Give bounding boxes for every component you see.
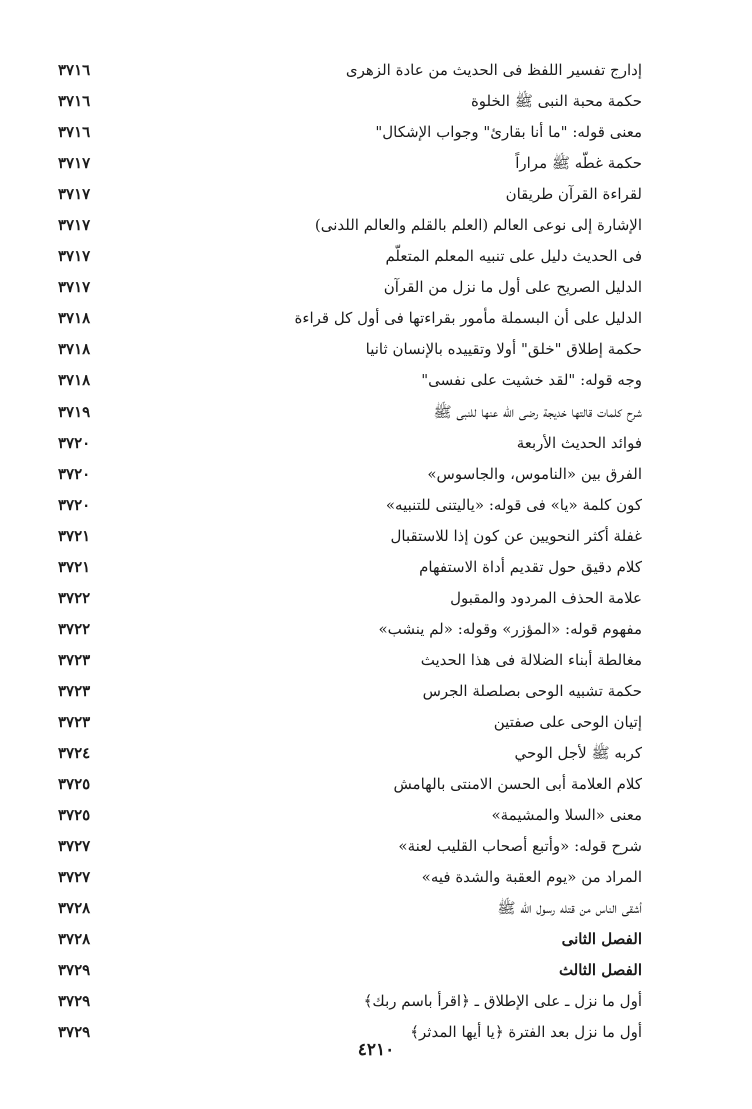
entry-page-number: ٣٧٢٣ — [58, 681, 91, 700]
toc-entry — [0, 87, 752, 118]
entry-page-number: ٣٧٢١ — [58, 557, 91, 576]
entry-page-number: ٣٧١٦ — [58, 92, 91, 111]
entry-page-number: ٣٧١٩ — [58, 402, 91, 421]
entry-title: مغالطة أبناء الضلالة فى هذا الحديث — [420, 650, 642, 669]
entry-title: الفصل الثالث — [558, 961, 642, 980]
toc-entry — [0, 180, 752, 211]
toc-entry — [0, 646, 752, 677]
entry-page-number: ٣٧٢٣ — [58, 650, 91, 669]
entry-page-number: ٣٧١٦ — [58, 123, 91, 142]
entry-page-number: ٣٧٢٠ — [58, 495, 91, 514]
entry-title: إتيان الوحى على صفتين — [493, 712, 642, 731]
entry-page-number: ٣٧١٧ — [58, 278, 91, 297]
toc-entry — [0, 211, 752, 242]
entry-page-number: ٣٧٢٩ — [58, 992, 91, 1011]
toc-entry — [0, 894, 752, 925]
toc-entry — [0, 398, 752, 429]
toc-entry — [0, 708, 752, 739]
entry-page-number: ٣٧٢٣ — [58, 712, 91, 731]
entry-title: كلام دقيق حول تقديم أداة الاستفهام — [419, 557, 642, 576]
entry-title: أشقى الناس من قتله رسول الله ﷺ — [497, 899, 642, 918]
toc-entry — [0, 118, 752, 149]
entry-title: الفرق بين «الناموس، والجاسوس» — [427, 464, 642, 483]
toc-entry — [0, 770, 752, 801]
entry-page-number: ٣٧٢٠ — [58, 433, 91, 452]
toc-entry — [0, 553, 752, 584]
toc-entry — [0, 460, 752, 491]
toc-entry — [0, 522, 752, 553]
entry-title: كربه ﷺ لأجل الوحي — [514, 744, 642, 763]
entry-page-number: ٣٧١٧ — [58, 154, 91, 173]
toc-entry — [0, 56, 752, 87]
entry-title: شرح قوله: «وأتبع أصحاب القليب لعنة» — [398, 837, 642, 856]
toc-entry — [0, 242, 752, 273]
entry-title: الإشارة إلى نوعى العالم (العلم بالقلم والعالم اللدنى) — [314, 216, 642, 235]
entry-title: الدليل على أن البسملة مأمور بقراءتها فى أول كل قراءة — [294, 309, 642, 328]
entry-title: المراد من «يوم العقبة والشدة فيه» — [421, 868, 642, 887]
entry-page-number: ٣٧٢٧ — [58, 868, 91, 887]
toc-entry — [0, 149, 752, 180]
entry-page-number: ٣٧٢٢ — [58, 588, 91, 607]
entry-title: كلام العلامة أبى الحسن الامنتى بالهامش — [393, 775, 642, 794]
entry-title: أول ما نزل ـ على الإطلاق ـ ﴿اقرأ باسم ربك﴾ — [363, 992, 642, 1011]
entry-page-number: ٣٧١٨ — [58, 309, 91, 328]
toc-entry — [0, 273, 752, 304]
toc-entry — [0, 832, 752, 863]
toc-entry — [0, 739, 752, 770]
entry-page-number: ٣٧١٧ — [58, 216, 91, 235]
entry-title: مفهوم قوله: «المؤزر» وقوله: «لم ينشب» — [378, 619, 642, 638]
entry-title: حكمة محبة النبى ﷺ الخلوة — [470, 92, 642, 111]
entry-page-number: ٣٧١٧ — [58, 185, 91, 204]
section-heading-row — [0, 956, 752, 987]
entry-page-number: ٣٧٢٢ — [58, 619, 91, 638]
entry-title: معنى «السلا والمشيمة» — [491, 806, 642, 825]
entry-title: إدارج تفسير اللفظ فى الحديث من عادة الزهرى — [345, 61, 642, 79]
entry-title: أول ما نزل بعد الفترة ﴿يا أيها المدثر﴾ — [410, 1023, 642, 1042]
entry-page-number: ٣٧٢٩ — [58, 961, 91, 980]
entry-title: علامة الحذف المردود والمقبول — [450, 588, 642, 607]
entry-page-number: ٣٧١٦ — [58, 61, 91, 79]
section-heading-row — [0, 925, 752, 956]
entry-page-number: ٣٧٢٥ — [58, 806, 91, 825]
entry-title: حكمة غطّه ﷺ مراراً — [515, 154, 642, 173]
entry-page-number: ٣٧٢٥ — [58, 775, 91, 794]
entry-title: حكمة تشبيه الوحى بصلصلة الجرس — [422, 681, 642, 700]
entry-page-number: ٣٧٢٧ — [58, 837, 91, 856]
toc-entry — [0, 677, 752, 708]
entry-page-number: ٣٧١٨ — [58, 371, 91, 390]
entry-page-number: ٣٧١٧ — [58, 247, 91, 266]
entry-page-number: ٣٧٢٩ — [58, 1023, 91, 1042]
toc-entry — [0, 615, 752, 646]
entry-title: فى الحديث دليل على تنبيه المعلم المتعلّم — [385, 247, 642, 266]
toc-entry — [0, 584, 752, 615]
entry-title: الفصل الثانى — [561, 930, 642, 949]
toc-entry — [0, 429, 752, 460]
toc-entry — [0, 491, 752, 522]
entry-title: فوائد الحديث الأربعة — [516, 433, 642, 452]
entry-title: لقراءة القرآن طريقان — [505, 185, 642, 204]
toc-entry — [0, 801, 752, 832]
toc-entry — [0, 987, 752, 1018]
entry-title: غفلة أكثر النحويين عن كون إذا للاستقبال — [390, 526, 642, 545]
entry-page-number: ٣٧٢٨ — [58, 899, 91, 918]
entry-title: معنى قوله: "ما أنا بقارئ" وجواب الإشكال" — [375, 123, 642, 142]
toc-entry — [0, 304, 752, 335]
entry-title: حكمة إطلاق "خلق" أولا وتقييده بالإنسان ثانيا — [365, 340, 642, 359]
entry-title: الدليل الصريح على أول ما نزل من القرآن — [383, 278, 642, 297]
toc-entry — [0, 366, 752, 397]
entry-title: وجه قوله: "لقد خشيت على نفسى" — [421, 371, 642, 390]
entry-title: كون كلمة «يا» فى قوله: «ياليتنى للتنبيه» — [385, 495, 642, 514]
table-of-contents — [0, 56, 752, 1050]
entry-page-number: ٣٧٢٠ — [58, 464, 91, 483]
toc-entry — [0, 863, 752, 894]
entry-page-number: ٣٧٢٨ — [58, 930, 91, 949]
page-number: ٤٢١٠ — [357, 1040, 395, 1060]
entry-title: شرح كلمات قالتها خديجة رضى الله عنها للنبى ﷺ — [433, 402, 642, 421]
toc-entry — [0, 335, 752, 366]
entry-page-number: ٣٧٢١ — [58, 526, 91, 545]
entry-page-number: ٣٧١٨ — [58, 340, 91, 359]
entry-page-number: ٣٧٢٤ — [58, 744, 91, 763]
